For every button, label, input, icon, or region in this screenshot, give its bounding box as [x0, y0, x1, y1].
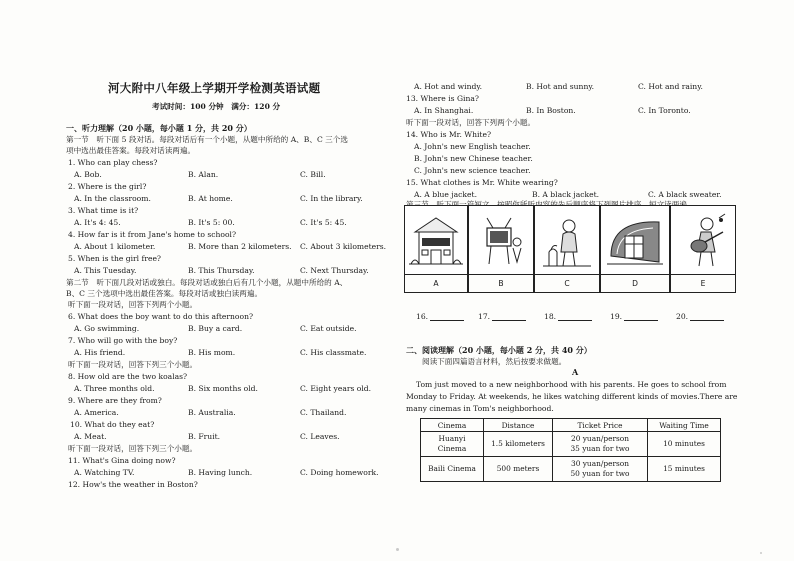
- scan-speck: [396, 548, 399, 551]
- question-6: 6. What does the boy want to do this afternoon?: [68, 312, 254, 321]
- q10-option-a: A. Meat.: [74, 432, 107, 441]
- scan-speck: [760, 552, 762, 554]
- q5-option-c: C. Next Thursday.: [300, 266, 369, 275]
- q5-option-b: B. This Thursday.: [188, 266, 255, 275]
- blank-16-label: 16.: [416, 312, 429, 321]
- exam-info: 考试时间：100 分钟 满分：120 分: [152, 102, 281, 111]
- group-instruction-q6: 听下面一段对话，回答下列两个小题。: [68, 300, 198, 309]
- blank-20-label: 20.: [676, 312, 689, 321]
- picture-row: [402, 205, 742, 297]
- picture-label-d: D: [600, 275, 670, 293]
- q9-option-a: A. America.: [74, 408, 119, 417]
- answer-blank-18[interactable]: [544, 312, 592, 321]
- picture-label-e: E: [670, 275, 736, 293]
- passage-a-line3: many cinemas in Tom's neighborhood.: [406, 404, 554, 413]
- blank-18-line[interactable]: [558, 312, 592, 321]
- question-3: 3. What time is it?: [68, 206, 139, 215]
- q7-option-b: B. His mom.: [188, 348, 236, 357]
- table-row: [421, 432, 721, 457]
- price-for-two: 35 yuan for two: [570, 444, 630, 453]
- q4-option-a: A. About 1 kilometer.: [74, 242, 156, 251]
- cell-waiting-time: 10 minutes: [648, 432, 721, 457]
- q14-option-c: C. John's new science teacher.: [414, 166, 531, 175]
- q2-option-a: A. In the classroom.: [74, 194, 151, 203]
- section2-heading: 二、阅读理解（20 小题，每小题 2 分，共 40 分）: [406, 345, 592, 355]
- q8-option-c: C. Eight years old.: [300, 384, 372, 393]
- q15-option-c: C. A black sweater.: [648, 190, 722, 199]
- q9-option-b: B. Australia.: [188, 408, 236, 417]
- header-ticket-price: Ticket Price: [553, 419, 648, 432]
- question-13: 13. Where is Gina?: [406, 94, 479, 103]
- q3-option-b: B. It's 5: 00.: [188, 218, 235, 227]
- q6-option-c: C. Eat outside.: [300, 324, 357, 333]
- q5-option-a: A. This Tuesday.: [74, 266, 137, 275]
- cell-cinema: Baili Cinema: [421, 457, 484, 482]
- q15-option-a: A. A blue jacket.: [414, 190, 477, 199]
- picture-c-person: [534, 205, 600, 275]
- question-1: 1. Who can play chess?: [68, 158, 158, 167]
- q2-option-c: C. In the library.: [300, 194, 363, 203]
- picture-d-park: [600, 205, 670, 275]
- guitar-icon: [671, 206, 735, 274]
- q6-option-a: A. Go swimming.: [74, 324, 140, 333]
- question-2: 2. Where is the girl?: [68, 182, 147, 191]
- q11-option-b: B. Having lunch.: [188, 468, 253, 477]
- q6-option-b: B. Buy a card.: [188, 324, 243, 333]
- section2-intro: 阅读下面四篇语言材料，然后按要求做题。: [422, 357, 567, 366]
- q7-option-a: A. His friend.: [74, 348, 126, 357]
- price-per-person: 20 yuan/person: [571, 434, 629, 443]
- question-8: 8. How old are the two koalas?: [68, 372, 188, 381]
- question-11: 11. What's Gina doing now?: [68, 456, 176, 465]
- group-instruction-q13: 听下面一段对话，回答下列两个小题。: [406, 118, 536, 127]
- picture-a-cinema: [404, 205, 468, 275]
- blank-18-label: 18.: [544, 312, 557, 321]
- q13-option-a: A. In Shanghai.: [414, 106, 474, 115]
- picture-label-b: B: [468, 275, 534, 293]
- q2-option-b: B. At home.: [188, 194, 233, 203]
- q14-option-a: A. John's new English teacher.: [414, 142, 531, 151]
- blank-16-line[interactable]: [430, 312, 464, 321]
- section1-heading: 一、听力理解（20 小题，每小题 1 分，共 20 分）: [66, 123, 252, 133]
- cell-ticket-price: [553, 432, 648, 457]
- part2-intro-line2: B、C 三个选项中选出最佳答案。每段对话或独白读两遍。: [66, 289, 263, 298]
- q13-option-b: B. In Boston.: [526, 106, 576, 115]
- blank-19-label: 19.: [610, 312, 623, 321]
- q11-option-a: A. Watching TV.: [74, 468, 135, 477]
- cell-distance: 500 meters: [484, 457, 553, 482]
- tv-icon: [469, 206, 533, 274]
- q8-option-b: B. Six months old.: [188, 384, 258, 393]
- q9-option-c: C. Thailand.: [300, 408, 347, 417]
- cell-distance: 1.5 kilometers: [484, 432, 553, 457]
- question-4: 4. How far is it from Jane's home to school?: [68, 230, 237, 239]
- question-7: 7. Who will go with the boy?: [68, 336, 178, 345]
- q11-option-c: C. Doing homework.: [300, 468, 379, 477]
- cinema-table: [420, 418, 721, 482]
- blank-19-line[interactable]: [624, 312, 658, 321]
- picture-b-tv: [468, 205, 534, 275]
- exam-title: 河大附中八年级上学期开学检测英语试题: [108, 81, 321, 95]
- header-waiting-time: Waiting Time: [648, 419, 721, 432]
- question-15: 15. What clothes is Mr. White wearing?: [406, 178, 558, 187]
- group-instruction-q8: 听下面一段对话，回答下列三个小题。: [68, 360, 198, 369]
- picture-e-guitar: [670, 205, 736, 275]
- part1-intro-line2: 项中选出最佳答案。每段对话读两遍。: [66, 146, 196, 155]
- picture-label-c: C: [534, 275, 600, 293]
- q12-option-a: A. Hot and windy.: [414, 82, 483, 91]
- cinema-table-header: [421, 419, 721, 432]
- q1-option-b: B. Alan.: [188, 170, 219, 179]
- q7-option-c: C. His classmate.: [300, 348, 367, 357]
- q12-option-c: C. Hot and rainy.: [638, 82, 703, 91]
- q4-option-c: C. About 3 kilometers.: [300, 242, 387, 251]
- q10-option-b: B. Fruit.: [188, 432, 221, 441]
- picture-label-a: A: [404, 275, 468, 293]
- question-10: 10. What do they eat?: [70, 420, 155, 429]
- answer-blank-19[interactable]: [610, 312, 658, 321]
- blank-17-line[interactable]: [492, 312, 526, 321]
- blank-20-line[interactable]: [690, 312, 724, 321]
- question-14: 14. Who is Mr. White?: [406, 130, 492, 139]
- table-row: [421, 457, 721, 482]
- question-12: 12. How's the weather in Boston?: [68, 480, 198, 489]
- part2-intro-line1: 第二节 听下面几段对话或独白。每段对话或独白后有几个小题，从题中所给的 A、: [66, 278, 348, 287]
- q1-option-c: C. Bill.: [300, 170, 326, 179]
- cinema-icon: [405, 206, 467, 274]
- q4-option-b: B. More than 2 kilometers.: [188, 242, 292, 251]
- question-9: 9. Where are they from?: [68, 396, 162, 405]
- cell-waiting-time: 15 minutes: [648, 457, 721, 482]
- q3-option-c: C. It's 5: 45.: [300, 218, 347, 227]
- q10-option-c: C. Leaves.: [300, 432, 340, 441]
- price-for-two: 50 yuan for two: [570, 469, 630, 478]
- passage-a-line2: Monday to Friday. At weekends, he likes watching different kinds of movies.There are: [406, 392, 738, 401]
- answer-blank-16[interactable]: [416, 312, 464, 321]
- q1-option-a: A. Bob.: [74, 170, 102, 179]
- header-cinema: Cinema: [421, 419, 484, 432]
- price-per-person: 30 yuan/person: [571, 459, 629, 468]
- group-instruction-q11: 听下面一段对话，回答下列三个小题。: [68, 444, 198, 453]
- q8-option-a: A. Three months old.: [74, 384, 155, 393]
- person-icon: [535, 206, 599, 274]
- header-distance: Distance: [484, 419, 553, 432]
- q3-option-a: A. It's 4: 45.: [74, 218, 121, 227]
- cell-cinema: Huanyi Cinema: [421, 432, 484, 457]
- question-5: 5. When is the girl free?: [68, 254, 162, 263]
- q12-option-b: B. Hot and sunny.: [526, 82, 595, 91]
- part1-intro-line1: 第一节 听下面 5 段对话。每段对话后有一个小题，从题中所给的 A、B、C 三个选: [66, 135, 348, 144]
- tree-icon: [601, 206, 669, 274]
- q14-option-b: B. John's new Chinese teacher.: [414, 154, 533, 163]
- passage-a-label: A: [572, 367, 579, 377]
- answer-blank-17[interactable]: [478, 312, 526, 321]
- q15-option-b: B. A black jacket.: [532, 190, 600, 199]
- q13-option-c: C. In Toronto.: [638, 106, 691, 115]
- cell-ticket-price: [553, 457, 648, 482]
- answer-blank-20[interactable]: [676, 312, 724, 321]
- passage-a-line1: Tom just moved to a new neighborhood with his parents. He goes to school from: [416, 380, 727, 389]
- blank-17-label: 17.: [478, 312, 491, 321]
